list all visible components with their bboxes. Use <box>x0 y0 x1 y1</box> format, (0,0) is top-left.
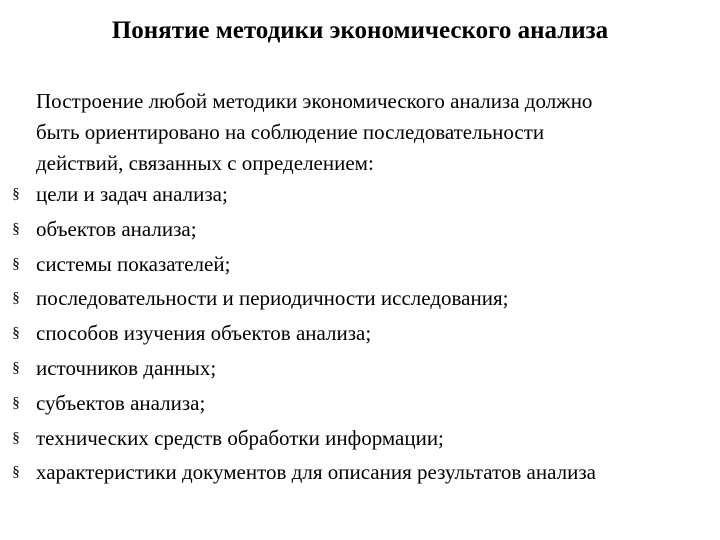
square-bullet-icon: § <box>12 325 20 342</box>
list-item-text: источников данных; <box>36 355 217 380</box>
square-bullet-icon: § <box>12 255 20 272</box>
list-item-text: способов изучения объектов анализа; <box>36 321 372 346</box>
square-bullet-icon: § <box>12 290 20 307</box>
list-item-text: субъектов анализа; <box>36 390 206 415</box>
square-bullet-icon: § <box>12 394 20 411</box>
intro-line: быть ориентировано на соблюдение последовательности <box>36 120 545 144</box>
list-item-text: цели и задач анализа; <box>36 182 228 206</box>
intro-line: действий, связанных с определением: <box>36 151 374 175</box>
list-item-text: системы показателей; <box>36 251 231 276</box>
list-item-text: характеристики документов для описания результатов анализа <box>36 460 596 485</box>
list-item-text: технических средств обработки информации; <box>36 425 444 450</box>
square-bullet-icon: § <box>12 359 20 376</box>
square-bullet-icon: § <box>12 220 20 237</box>
intro-paragraph <box>36 86 706 179</box>
square-bullet-icon: § <box>12 186 20 202</box>
list-item-text: последовательности и периодичности исследования; <box>36 286 509 311</box>
square-bullet-icon: § <box>12 464 20 481</box>
slide-title: Понятие методики экономического анализа <box>111 17 609 44</box>
intro-line: Построение любой методики экономического анализа должно <box>36 89 593 113</box>
list-item-text: объектов анализа; <box>36 216 197 241</box>
square-bullet-icon: § <box>12 429 20 446</box>
